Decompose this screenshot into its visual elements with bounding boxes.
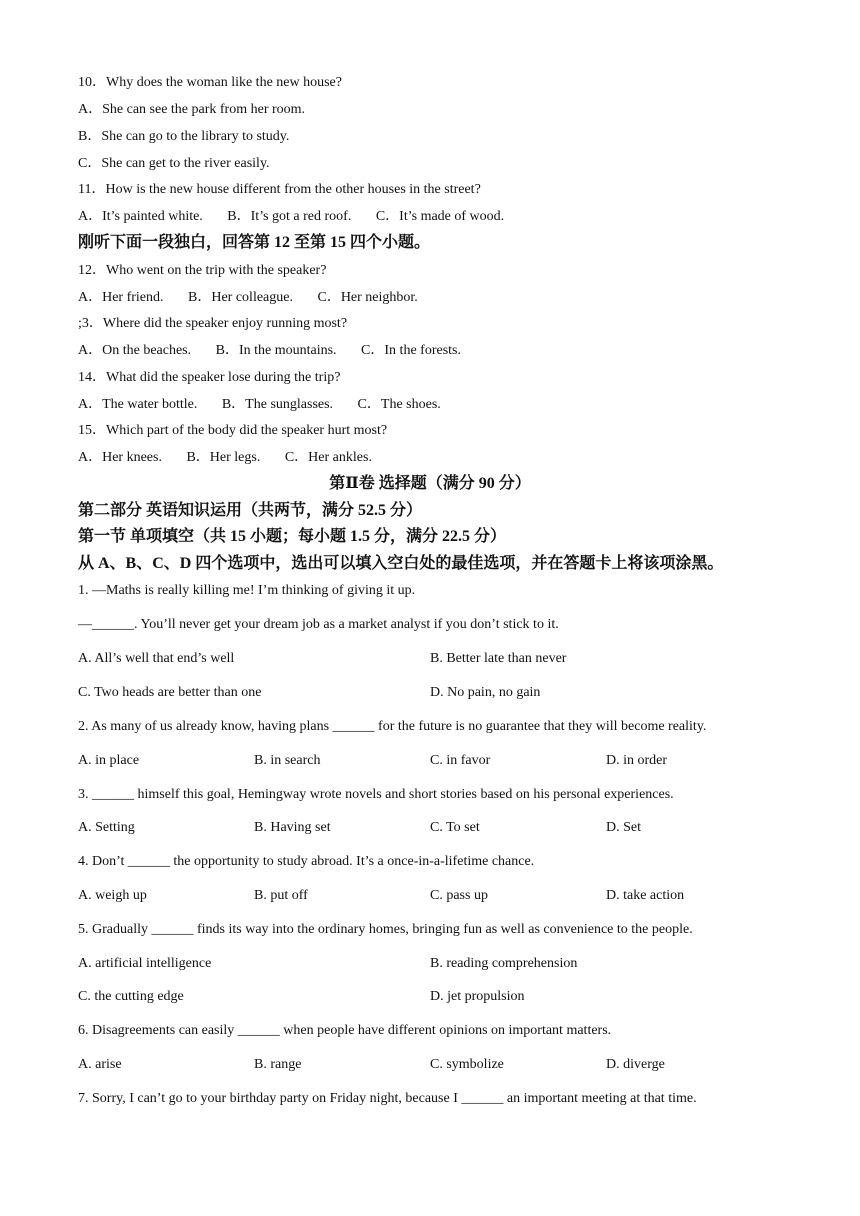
part-2-heading: 第二部分 英语知识运用（共两节，满分 52.5 分） (78, 502, 423, 519)
option-5a: A. artificial intelligence (78, 956, 212, 971)
option-6b: B. range (254, 1057, 302, 1072)
question-10: 10．Why does the woman like the new house? (78, 75, 342, 90)
option-1a: A. All’s well that end’s well (78, 651, 235, 666)
option-5d: D. jet propulsion (430, 989, 525, 1004)
option-3b: B. Having set (254, 820, 331, 835)
option-2c: C. in favor (430, 753, 491, 768)
option-5b: B. reading comprehension (430, 956, 578, 971)
question-12: 12．Who went on the trip with the speaker? (78, 263, 327, 278)
option-3d: D. Set (606, 820, 641, 835)
question-15: 15．Which part of the body did the speaker hurt most? (78, 423, 388, 438)
instruction-12-15: 刚听下面一段独白，回答第 12 至第 15 四个小题。 (78, 234, 431, 251)
options-14: A．The water bottle. B．The sunglasses. C．The shoes. (78, 397, 441, 412)
option-10b: B．She can go to the library to study. (78, 129, 290, 144)
option-2d: D. in order (606, 753, 668, 768)
option-4a: A. weigh up (78, 888, 147, 903)
volume-2-heading: 第Ⅱ卷 选择题（满分 90 分） (329, 475, 531, 492)
option-4b: B. put off (254, 888, 308, 903)
option-10a: A．She can see the park from her room. (78, 102, 306, 117)
options-12: A．Her friend. B．Her colleague. C．Her neighbor. (78, 290, 418, 305)
question-1-line1: 1. —Maths is really killing me! I’m thinking of giving it up. (78, 583, 416, 598)
section-1-heading: 第一节 单项填空（共 15 小题；每小题 1.5 分，满分 22.5 分） (78, 528, 507, 545)
question-6: 6. Disagreements can easily ______ when people have different opinions on important matters. (78, 1023, 612, 1038)
option-3a: A. Setting (78, 820, 135, 835)
option-1c: C. Two heads are better than one (78, 685, 262, 700)
option-6d: D. diverge (606, 1057, 665, 1072)
question-1-line2: —______. You’ll never get your dream job as a market analyst if you don’t stick to it. (78, 617, 559, 632)
question-11: 11．How is the new house different from the other houses in the street? (78, 182, 481, 197)
question-4: 4. Don’t ______ the opportunity to study abroad. It’s a once-in-a-lifetime chance. (78, 854, 535, 869)
option-4c: C. pass up (430, 888, 488, 903)
option-3c: C. To set (430, 820, 480, 835)
option-6a: A. arise (78, 1057, 122, 1072)
option-5c: C. the cutting edge (78, 989, 184, 1004)
question-7: 7. Sorry, I can’t go to your birthday party on Friday night, because I ______ an important meeting at that time. (78, 1091, 697, 1106)
options-15: A．Her knees. B．Her legs. C．Her ankles. (78, 450, 372, 465)
section-instruction: 从 A、B、C、D 四个选项中，选出可以填入空白处的最佳选项，并在答题卡上将该项涂黑。 (78, 555, 724, 572)
options-13: A．On the beaches. B．In the mountains. C．In the forests. (78, 343, 461, 358)
option-10c: C．She can get to the river easily. (78, 156, 270, 171)
option-4d: D. take action (606, 888, 685, 903)
question-13: ;3．Where did the speaker enjoy running most? (78, 316, 348, 331)
option-2b: B. in search (254, 753, 321, 768)
question-5: 5. Gradually ______ finds its way into the ordinary homes, bringing fun as well as convenience to the people. (78, 922, 693, 937)
question-14: 14．What did the speaker lose during the trip? (78, 370, 341, 385)
option-2a: A. in place (78, 753, 140, 768)
options-11: A．It’s painted white. B．It’s got a red roof. C．It’s made of wood. (78, 209, 505, 224)
option-6c: C. symbolize (430, 1057, 504, 1072)
option-1d: D. No pain, no gain (430, 685, 541, 700)
option-1b: B. Better late than never (430, 651, 567, 666)
question-3: 3. ______ himself this goal, Hemingway wrote novels and short stories based on his personal experiences. (78, 787, 674, 802)
question-2: 2. As many of us already know, having plans ______ for the future is no guarantee that they will become reality. (78, 719, 707, 734)
